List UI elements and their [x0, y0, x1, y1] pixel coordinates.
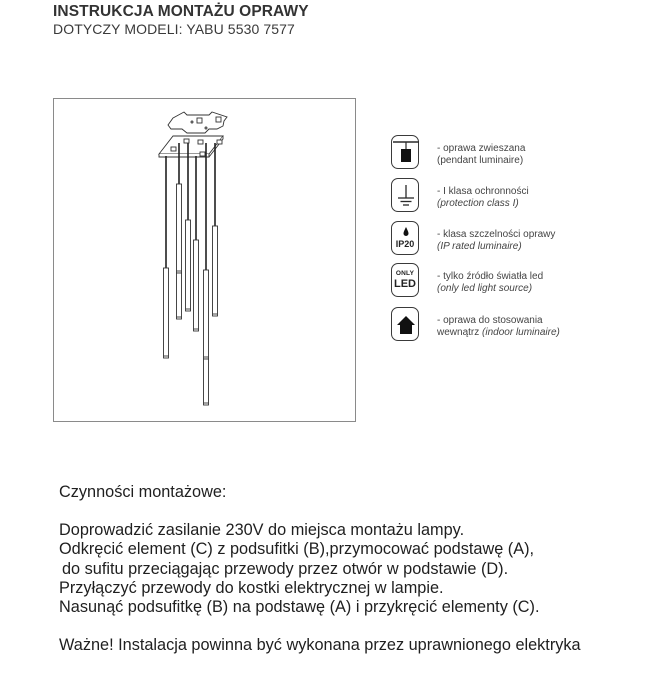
tube-lamp — [194, 240, 199, 331]
legend-pl-text: - I klasa ochronności — [437, 186, 529, 197]
instruction-step: Doprowadzić zasilanie 230V do miejsca montażu lampy. — [59, 521, 465, 540]
mounting-instructions — [59, 483, 581, 655]
ip-rating-label: IP20 — [395, 239, 415, 249]
led-label: LED — [394, 278, 416, 290]
tube-lamp — [177, 273, 182, 319]
tube-lamp — [213, 226, 218, 316]
legend-en-text: (IP rated luminaire) — [437, 241, 522, 252]
tube-lamp — [177, 184, 182, 273]
legend-pl-text-2: wewnątrz — [437, 327, 480, 338]
legend-en-text: (protection class I) — [437, 198, 519, 209]
legend-pl-text: - oprawa zwieszana — [437, 143, 526, 154]
legend-pl-text: - klasa szczelności oprawy — [437, 229, 556, 240]
legend-en-text: (only led light source) — [437, 283, 533, 294]
ceiling-canopy — [159, 136, 223, 157]
legend-pl-text: - oprawa do stosowania — [437, 315, 543, 326]
instructions-heading: Czynności montażowe: — [59, 483, 227, 501]
tube-lamp — [204, 270, 209, 359]
only-label: ONLY — [395, 270, 415, 277]
legend-en-text: (indoor luminaire) — [482, 327, 560, 338]
instruction-step: do sufitu przeciągając przewody przez otwór w podstawie (D). — [62, 559, 509, 578]
tube-lamps — [164, 184, 218, 405]
tube-lamp — [186, 220, 191, 311]
protection-class-icon — [391, 178, 419, 212]
safety-warning: Ważne! Instalacja powinna być wykonana przez uprawnionego elektryka — [59, 636, 581, 655]
instruction-step: Odkręcić element (C) z podsufitki (B),przymocować podstawę (A), — [59, 540, 535, 559]
legend-en-text: (pendant luminaire) — [437, 155, 524, 166]
document-title: INSTRUKCJA MONTAŻU OPRAWY — [53, 3, 309, 20]
pendant-luminaire-icon — [391, 135, 419, 169]
tube-lamp — [164, 268, 169, 358]
instruction-step: Nasunąć podsufitkę (B) na podstawę (A) i przykręcić elementy (C). — [59, 598, 540, 617]
mounting-plate-top — [168, 112, 227, 133]
indoor-house-icon — [391, 307, 419, 341]
legend-pl-text: - tylko źródło światła led — [437, 271, 544, 282]
only-led-icon — [391, 263, 419, 297]
tube-lamp — [204, 359, 209, 405]
ip20-icon — [391, 221, 419, 255]
model-subtitle: DOTYCZY MODELI: YABU 5530 7577 — [53, 21, 295, 37]
product-drawing — [53, 98, 356, 422]
instruction-step: Przyłączyć przewody do kostki elektrycznej w lampie. — [59, 578, 444, 597]
